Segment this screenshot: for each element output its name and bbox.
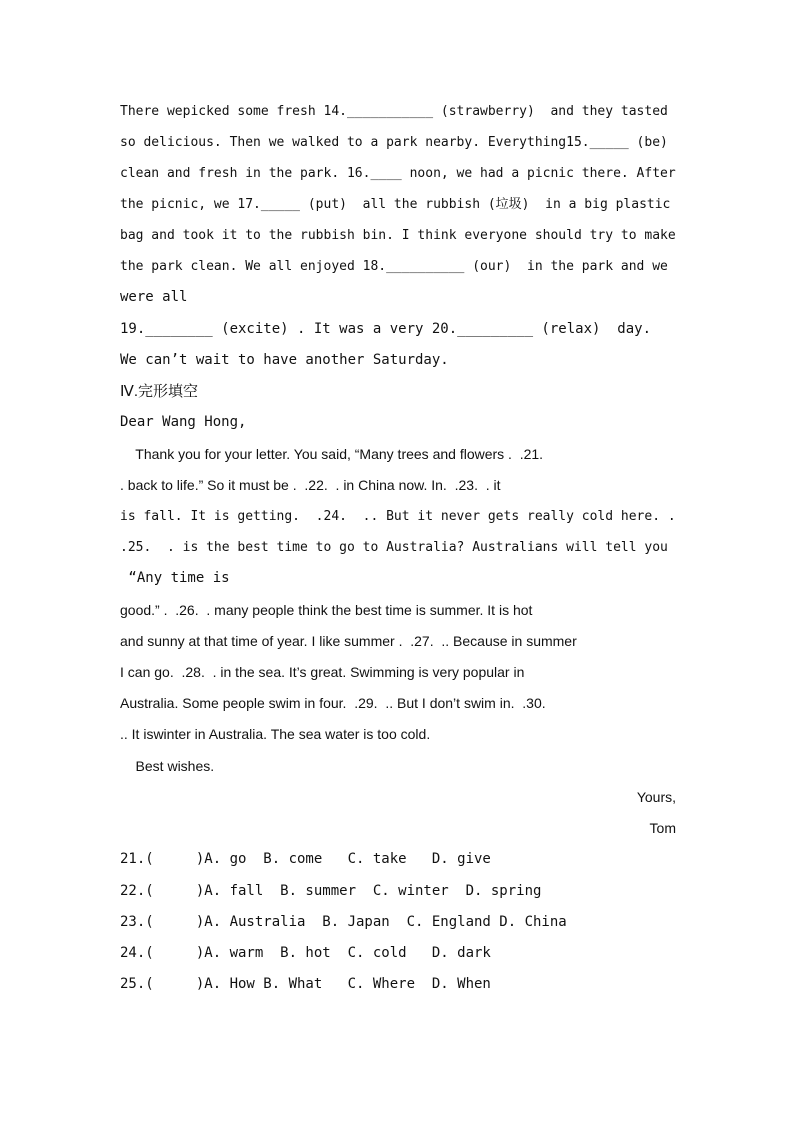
letter-line: .. It iswinter in Australia. The sea water is too cold. [120,726,431,742]
letter-line: “Any time is [120,570,230,586]
question-21: 21.( )A. go B. come C. take D. give [120,851,491,867]
letter-line: .25. . is the best time to go to Australia? Australians will tell you [120,540,668,555]
passage-line: We can’t wait to have another Saturday. [120,352,449,368]
letter-line: and sunny at that time of year. I like summer . .27. .. Because in summer [120,633,577,649]
question-23: 23.( )A. Australia B. Japan C. England D. China [120,914,567,930]
letter-line: good.” . .26. . many people think the best time is summer. It is hot [120,602,533,618]
passage-line: so delicious. Then we walked to a park nearby. Everything15._____ (be) [120,135,668,150]
passage-line: the park clean. We all enjoyed 18.__________ (our) in the park and we [120,259,668,274]
letter-line: is fall. It is getting. .24. .. But it never gets really cold here. . [120,509,676,524]
letter-closing: Best wishes. [120,758,215,774]
letter-line: Australia. Some people swim in four. .29. .. But I don’t swim in. .30. [120,695,546,711]
letter-line: Thank you for your letter. You said, “Many trees and flowers . .21. [120,446,544,462]
letter-signature: Tom [649,820,676,836]
letter-greeting: Dear Wang Hong, [120,414,247,430]
passage-line: the picnic, we 17._____ (put) all the rubbish (垃圾) in a big plastic [120,197,671,212]
passage-line: were all [120,289,188,305]
letter-sign-off: Yours, [636,789,676,805]
passage-line: clean and fresh in the park. 16.____ noon, we had a picnic there. After [120,166,676,181]
letter-line: . back to life.” So it must be . .22. . in China now. In. .23. . it [120,477,501,493]
question-22: 22.( )A. fall B. summer C. winter D. spring [120,883,542,899]
question-24: 24.( )A. warm B. hot C. cold D. dark [120,945,491,961]
passage-line: bag and took it to the rubbish bin. I think everyone should try to make [120,228,676,243]
section-heading: Ⅳ.完形填空 [120,383,199,400]
passage-line: There wepicked some fresh 14.___________ (strawberry) and they tasted [120,104,668,119]
passage-line: 19.________ (excite) . It was a very 20._________ (relax) day. [120,321,652,337]
letter-line: I can go. .28. . in the sea. It’s great. Swimming is very popular in [120,664,525,680]
question-25: 25.( )A. How B. What C. Where D. When [120,976,491,992]
